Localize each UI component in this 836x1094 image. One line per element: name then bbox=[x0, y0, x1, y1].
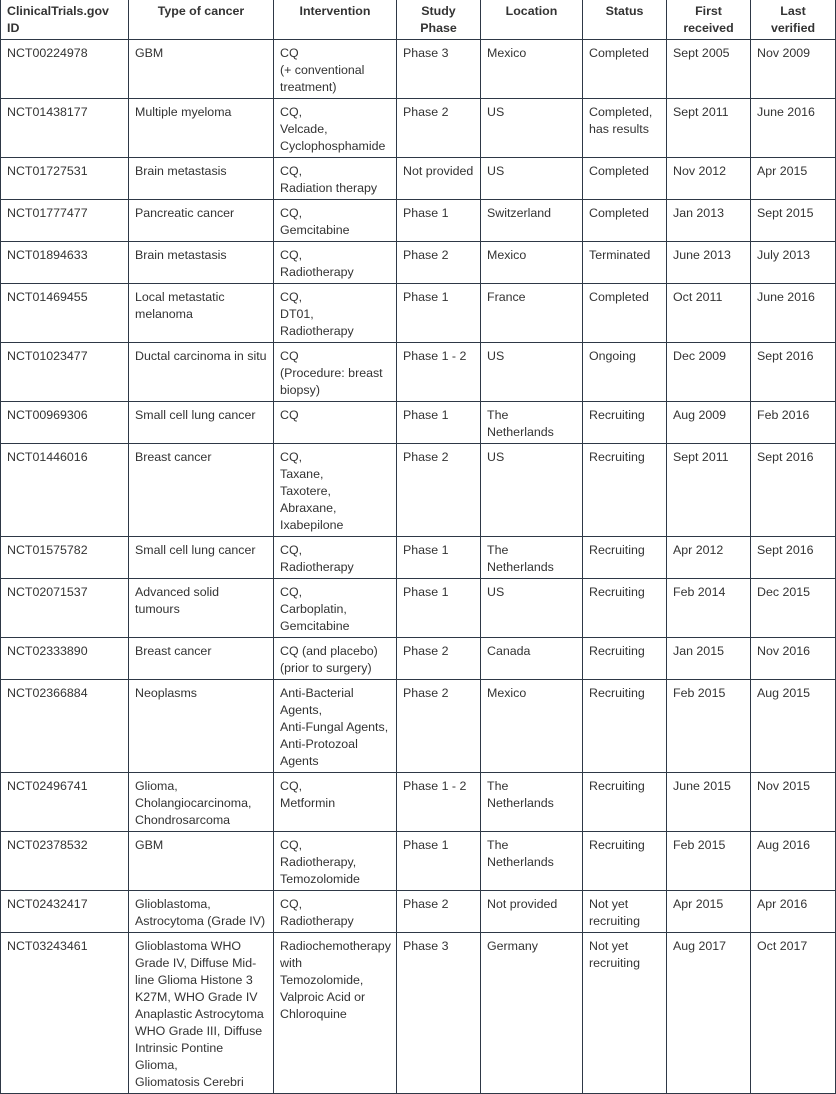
cell-study-phase: Phase 3 bbox=[397, 40, 481, 99]
cell-study-phase: Phase 1 bbox=[397, 537, 481, 579]
table-header bbox=[1, 0, 836, 40]
cell-intervention: CQ, DT01, Radiotherapy bbox=[274, 284, 397, 343]
cell-location: The Netherlands bbox=[481, 537, 583, 579]
column-header-intervention: Intervention bbox=[274, 0, 397, 40]
cell-intervention: CQ, Radiotherapy bbox=[274, 891, 397, 933]
cell-study-phase: Phase 1 bbox=[397, 579, 481, 638]
cell-last-verified: Sept 2015 bbox=[751, 200, 836, 242]
cell-intervention: CQ, Radiotherapy, Temozolomide bbox=[274, 832, 397, 891]
cell-status: Completed bbox=[583, 40, 667, 99]
table-row bbox=[1, 284, 836, 343]
cell-status: Recruiting bbox=[583, 537, 667, 579]
cell-id: NCT01438177 bbox=[1, 99, 129, 158]
cell-location: Mexico bbox=[481, 242, 583, 284]
table-body bbox=[1, 40, 836, 1094]
cell-cancer-type: Ductal carcinoma in situ bbox=[129, 343, 274, 402]
column-header-first-received: First received bbox=[667, 0, 751, 40]
cell-status: Recruiting bbox=[583, 444, 667, 537]
cell-location: The Netherlands bbox=[481, 773, 583, 832]
cell-location: Switzerland bbox=[481, 200, 583, 242]
cell-intervention: CQ, Gemcitabine bbox=[274, 200, 397, 242]
cell-id: NCT02496741 bbox=[1, 773, 129, 832]
cell-id: NCT02071537 bbox=[1, 579, 129, 638]
cell-last-verified: June 2016 bbox=[751, 284, 836, 343]
cell-location: The Netherlands bbox=[481, 832, 583, 891]
cell-last-verified: Dec 2015 bbox=[751, 579, 836, 638]
table-row bbox=[1, 444, 836, 537]
table-row bbox=[1, 891, 836, 933]
cell-first-received: Jan 2015 bbox=[667, 638, 751, 680]
cell-location: US bbox=[481, 343, 583, 402]
cell-cancer-type: Local metastatic melanoma bbox=[129, 284, 274, 343]
cell-intervention: CQ, Metformin bbox=[274, 773, 397, 832]
table-row bbox=[1, 402, 836, 444]
cell-location: US bbox=[481, 444, 583, 537]
table-row bbox=[1, 832, 836, 891]
cell-cancer-type: GBM bbox=[129, 40, 274, 99]
cell-last-verified: Aug 2016 bbox=[751, 832, 836, 891]
cell-last-verified: Nov 2016 bbox=[751, 638, 836, 680]
cell-location: Mexico bbox=[481, 680, 583, 773]
table-row bbox=[1, 773, 836, 832]
table-row bbox=[1, 680, 836, 773]
cell-status: Recruiting bbox=[583, 579, 667, 638]
cell-study-phase: Phase 1 - 2 bbox=[397, 343, 481, 402]
cell-intervention: CQ, Radiation therapy bbox=[274, 158, 397, 200]
column-header-id: ClinicalTrials.gov ID bbox=[1, 0, 129, 40]
table-row bbox=[1, 158, 836, 200]
cell-first-received: Feb 2015 bbox=[667, 680, 751, 773]
cell-intervention: Radiochemotherapy with Temozolomide, Valproic Acid or Chloroquine bbox=[274, 933, 397, 1094]
cell-cancer-type: Pancreatic cancer bbox=[129, 200, 274, 242]
header-row bbox=[1, 0, 836, 40]
cell-intervention: CQ, Radiotherapy bbox=[274, 537, 397, 579]
cell-study-phase: Phase 2 bbox=[397, 99, 481, 158]
cell-id: NCT00224978 bbox=[1, 40, 129, 99]
cell-intervention: Anti-Bacterial Agents, Anti-Fungal Agents, Anti-Protozoal Agents bbox=[274, 680, 397, 773]
cell-cancer-type: Advanced solid tumours bbox=[129, 579, 274, 638]
cell-status: Recruiting bbox=[583, 402, 667, 444]
table-row bbox=[1, 242, 836, 284]
cell-last-verified: Nov 2009 bbox=[751, 40, 836, 99]
cell-first-received: Dec 2009 bbox=[667, 343, 751, 402]
cell-first-received: Sept 2005 bbox=[667, 40, 751, 99]
cell-id: NCT01469455 bbox=[1, 284, 129, 343]
cell-first-received: Jan 2013 bbox=[667, 200, 751, 242]
cell-intervention: CQ (and placebo) (prior to surgery) bbox=[274, 638, 397, 680]
column-header-study-phase: Study Phase bbox=[397, 0, 481, 40]
cell-id: NCT01446016 bbox=[1, 444, 129, 537]
cell-status: Recruiting bbox=[583, 832, 667, 891]
cell-cancer-type: Multiple myeloma bbox=[129, 99, 274, 158]
cell-location: The Netherlands bbox=[481, 402, 583, 444]
table-row bbox=[1, 200, 836, 242]
cell-first-received: Oct 2011 bbox=[667, 284, 751, 343]
cell-cancer-type: Small cell lung cancer bbox=[129, 537, 274, 579]
table-row bbox=[1, 933, 836, 1094]
cell-study-phase: Phase 3 bbox=[397, 933, 481, 1094]
cell-cancer-type: GBM bbox=[129, 832, 274, 891]
cell-status: Recruiting bbox=[583, 773, 667, 832]
cell-cancer-type: Breast cancer bbox=[129, 638, 274, 680]
cell-last-verified: Aug 2015 bbox=[751, 680, 836, 773]
cell-last-verified: Sept 2016 bbox=[751, 537, 836, 579]
cell-study-phase: Phase 1 bbox=[397, 402, 481, 444]
cell-first-received: Feb 2014 bbox=[667, 579, 751, 638]
table-row bbox=[1, 537, 836, 579]
cell-id: NCT01023477 bbox=[1, 343, 129, 402]
column-header-last-verified: Last verified bbox=[751, 0, 836, 40]
cell-intervention: CQ, Velcade, Cyclophosphamide bbox=[274, 99, 397, 158]
cell-last-verified: Nov 2015 bbox=[751, 773, 836, 832]
cell-status: Terminated bbox=[583, 242, 667, 284]
table-row bbox=[1, 40, 836, 99]
cell-last-verified: Apr 2016 bbox=[751, 891, 836, 933]
cell-id: NCT02432417 bbox=[1, 891, 129, 933]
cell-study-phase: Phase 1 bbox=[397, 832, 481, 891]
cell-id: NCT01575782 bbox=[1, 537, 129, 579]
cell-id: NCT01894633 bbox=[1, 242, 129, 284]
cell-status: Recruiting bbox=[583, 680, 667, 773]
cell-last-verified: Apr 2015 bbox=[751, 158, 836, 200]
cell-study-phase: Phase 2 bbox=[397, 242, 481, 284]
cell-id: NCT03243461 bbox=[1, 933, 129, 1094]
cell-last-verified: Sept 2016 bbox=[751, 444, 836, 537]
cell-status: Not yet recruiting bbox=[583, 933, 667, 1094]
table-row bbox=[1, 343, 836, 402]
cell-last-verified: Oct 2017 bbox=[751, 933, 836, 1094]
cell-status: Not yet recruiting bbox=[583, 891, 667, 933]
cell-id: NCT02333890 bbox=[1, 638, 129, 680]
cell-location: Mexico bbox=[481, 40, 583, 99]
cell-first-received: June 2015 bbox=[667, 773, 751, 832]
cell-id: NCT02378532 bbox=[1, 832, 129, 891]
cell-intervention: CQ, Taxane, Taxotere, Abraxane, Ixabepilone bbox=[274, 444, 397, 537]
cell-study-phase: Phase 1 - 2 bbox=[397, 773, 481, 832]
cell-intervention: CQ (Procedure: breast biopsy) bbox=[274, 343, 397, 402]
cell-id: NCT02366884 bbox=[1, 680, 129, 773]
cell-last-verified: June 2016 bbox=[751, 99, 836, 158]
cell-location: Canada bbox=[481, 638, 583, 680]
cell-study-phase: Phase 2 bbox=[397, 680, 481, 773]
cell-study-phase: Phase 2 bbox=[397, 444, 481, 537]
column-header-status: Status bbox=[583, 0, 667, 40]
cell-first-received: Aug 2009 bbox=[667, 402, 751, 444]
cell-last-verified: July 2013 bbox=[751, 242, 836, 284]
cell-location: US bbox=[481, 99, 583, 158]
cell-cancer-type: Glioblastoma, Astrocytoma (Grade IV) bbox=[129, 891, 274, 933]
cell-location: US bbox=[481, 158, 583, 200]
cell-first-received: Apr 2012 bbox=[667, 537, 751, 579]
column-header-cancer-type: Type of cancer bbox=[129, 0, 274, 40]
cell-cancer-type: Brain metastasis bbox=[129, 242, 274, 284]
cell-study-phase: Not provided bbox=[397, 158, 481, 200]
cell-id: NCT00969306 bbox=[1, 402, 129, 444]
cell-study-phase: Phase 1 bbox=[397, 284, 481, 343]
cell-study-phase: Phase 1 bbox=[397, 200, 481, 242]
cell-cancer-type: Brain metastasis bbox=[129, 158, 274, 200]
cell-intervention: CQ, Radiotherapy bbox=[274, 242, 397, 284]
cell-first-received: Aug 2017 bbox=[667, 933, 751, 1094]
cell-cancer-type: Small cell lung cancer bbox=[129, 402, 274, 444]
cell-location: Not provided bbox=[481, 891, 583, 933]
cell-location: Germany bbox=[481, 933, 583, 1094]
cell-location: US bbox=[481, 579, 583, 638]
cell-cancer-type: Glioblastoma WHO Grade IV, Diffuse Mid- line Glioma Histone 3 K27M, WHO Grade IV Anaplastic Astrocytoma WHO Grade III, Diffuse Intrinsic Pontine Glioma, Gliomatosis Cerebri bbox=[129, 933, 274, 1094]
cell-study-phase: Phase 2 bbox=[397, 891, 481, 933]
cell-study-phase: Phase 2 bbox=[397, 638, 481, 680]
column-header-location: Location bbox=[481, 0, 583, 40]
cell-intervention: CQ (+ conventional treatment) bbox=[274, 40, 397, 99]
table-row bbox=[1, 99, 836, 158]
cell-status: Completed bbox=[583, 158, 667, 200]
cell-cancer-type: Neoplasms bbox=[129, 680, 274, 773]
cell-last-verified: Feb 2016 bbox=[751, 402, 836, 444]
cell-first-received: Nov 2012 bbox=[667, 158, 751, 200]
cell-first-received: Sept 2011 bbox=[667, 99, 751, 158]
cell-status: Completed bbox=[583, 284, 667, 343]
cell-first-received: June 2013 bbox=[667, 242, 751, 284]
table-row bbox=[1, 579, 836, 638]
cell-id: NCT01777477 bbox=[1, 200, 129, 242]
cell-status: Completed bbox=[583, 200, 667, 242]
cell-cancer-type: Breast cancer bbox=[129, 444, 274, 537]
cell-status: Recruiting bbox=[583, 638, 667, 680]
table-row bbox=[1, 638, 836, 680]
cell-first-received: Apr 2015 bbox=[667, 891, 751, 933]
cell-status: Completed, has results bbox=[583, 99, 667, 158]
cell-location: France bbox=[481, 284, 583, 343]
cell-intervention: CQ, Carboplatin, Gemcitabine bbox=[274, 579, 397, 638]
cell-last-verified: Sept 2016 bbox=[751, 343, 836, 402]
cell-first-received: Feb 2015 bbox=[667, 832, 751, 891]
cell-first-received: Sept 2011 bbox=[667, 444, 751, 537]
cell-id: NCT01727531 bbox=[1, 158, 129, 200]
cell-status: Ongoing bbox=[583, 343, 667, 402]
cell-cancer-type: Glioma, Cholangiocarcinoma, Chondrosarcoma bbox=[129, 773, 274, 832]
cell-intervention: CQ bbox=[274, 402, 397, 444]
